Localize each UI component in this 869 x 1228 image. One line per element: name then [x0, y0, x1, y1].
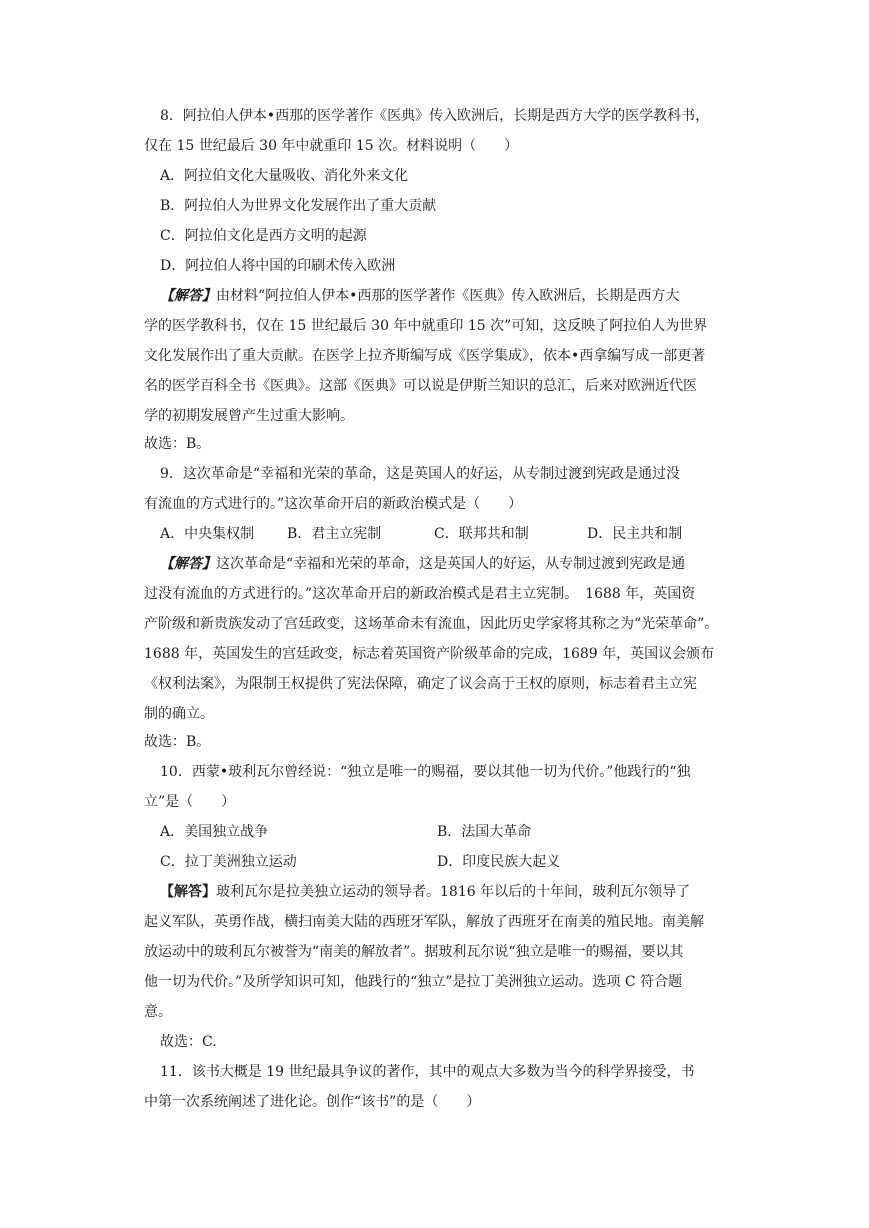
q9-option-a: A．中央集权制: [160, 526, 255, 542]
q9-option-d: D．民主共和制: [587, 526, 683, 542]
q8-stem-line-2: 仅在 15 世纪最后 30 年中就重印 15 次。材料说明（ ）: [144, 138, 519, 154]
q9-stem-line-2: 有流血的方式进行的。”这次革命开启的新政治模式是（ ）: [144, 496, 523, 512]
q10-answer-tag: 【解答】: [160, 884, 216, 900]
q10-option-c: C．拉丁美洲独立运动: [160, 854, 297, 870]
q8-option-a: A．阿拉伯文化大量吸收、消化外来文化: [160, 168, 409, 184]
q10-answer-line-5: 意。: [144, 1004, 172, 1020]
q8-answer-tag: 【解答】: [160, 288, 216, 304]
q9-choice: 故选：B。: [144, 734, 211, 750]
q8-option-d: D．阿拉伯人将中国的印刷术传入欧洲: [160, 258, 396, 274]
q9-answer-line-1: [160, 554, 750, 574]
q10-stem-line-1: 10．西蒙•玻利瓦尔曾经说：“独立是唯一的赐福，要以其他一切为代价。”他践行的“独: [160, 764, 691, 780]
q9-answer-line-5: 《权利法案》，为限制王权提供了宪法保障，确定了议会高于王权的原则，标志着君主立宪: [144, 676, 697, 692]
q10-option-d: D．印度民族大起义: [437, 854, 561, 870]
q10-answer-text-1: 玻利瓦尔是拉美独立运动的领导者。1816 年以后的十年间，玻利瓦尔领导了: [216, 884, 691, 900]
q10-option-a: A．美国独立战争: [160, 824, 269, 840]
q8-answer-text-1: 由材料“阿拉伯人伊本•西那的医学著作《医典》传入欧洲后，长期是西方大: [216, 288, 680, 304]
q8-answer-line-5: 学的初期发展曾产生过重大影响。: [144, 408, 354, 424]
q9-answer-tag: 【解答】: [160, 556, 216, 572]
q8-stem-line-1: 8．阿拉伯人伊本•西那的医学著作《医典》传入欧洲后，长期是西方大学的医学教科书，: [160, 108, 710, 124]
q8-choice: 故选：B。: [144, 436, 211, 452]
q8-answer-line-1: [160, 286, 750, 306]
q8-option-b: B．阿拉伯人为世界文化发展作出了重大贡献: [160, 198, 437, 214]
q9-option-b: B．君主立宪制: [287, 526, 382, 542]
q10-answer-line-4: 他一切为代价。”及所学知识可知，他践行的“独立”是拉丁美洲独立运动。选项 C 符合题: [144, 974, 683, 990]
q8-answer-line-3: 文化发展作出了重大贡献。在医学上拉齐斯编写成《医学集成》，依本•西拿编写成一部更著: [144, 348, 706, 364]
q9-answer-line-2: 过没有流血的方式进行的。”这次革命开启的新政治模式是君主立宪制。 1688 年，英国资: [144, 586, 696, 602]
q9-option-c: C．联邦共和制: [434, 526, 529, 542]
q9-answer-line-6: 制的确立。: [144, 706, 214, 722]
q9-answer-line-4: 1688 年，英国发生的宫廷政变，标志着英国资产阶级革命的完成，1689 年，英国议会颁布: [144, 646, 715, 662]
q11-stem-line-1: 11．该书大概是 19 世纪最具争议的著作，其中的观点大多数为当今的科学界接受，书: [160, 1064, 695, 1080]
q9-answer-line-3: 产阶级和新贵族发动了宫廷政变，这场革命未有流血，因此历史学家将其称之为“光荣革命”。: [144, 616, 719, 632]
q8-option-c: C．阿拉伯文化是西方文明的起源: [160, 228, 367, 244]
q10-answer-line-3: 放运动中的玻利瓦尔被誉为“南美的解放者”。据玻利瓦尔说“独立是唯一的赐福，要以其: [144, 944, 684, 960]
q10-choice: 故选：C.: [160, 1034, 217, 1050]
q10-answer-line-2: 起义军队，英勇作战，横扫南美大陆的西班牙军队，解放了西班牙在南美的殖民地。南美解: [144, 914, 704, 930]
q9-stem-line-1: 9．这次革命是“幸福和光荣的革命，这是英国人的好运，从专制过渡到宪政是通过没: [160, 466, 681, 482]
q10-option-b: B．法国大革命: [437, 824, 532, 840]
q10-stem-line-2: 立”是（ ）: [144, 794, 236, 810]
q10-answer-line-1: [160, 882, 750, 902]
q8-answer-line-4: 名的医学百科全书《医典》。这部《医典》可以说是伊斯兰知识的总汇，后来对欧洲近代医: [144, 378, 697, 394]
q11-stem-line-2: 中第一次系统阐述了进化论。创作“该书”的是（ ）: [144, 1094, 481, 1110]
q9-answer-text-1: 这次革命是“幸福和光荣的革命，这是英国人的好运，从专制过渡到宪政是通: [216, 556, 686, 572]
q8-answer-line-2: 学的医学教科书，仅在 15 世纪最后 30 年中就重印 15 次”可知，这反映了阿拉伯人为世界: [144, 318, 708, 334]
